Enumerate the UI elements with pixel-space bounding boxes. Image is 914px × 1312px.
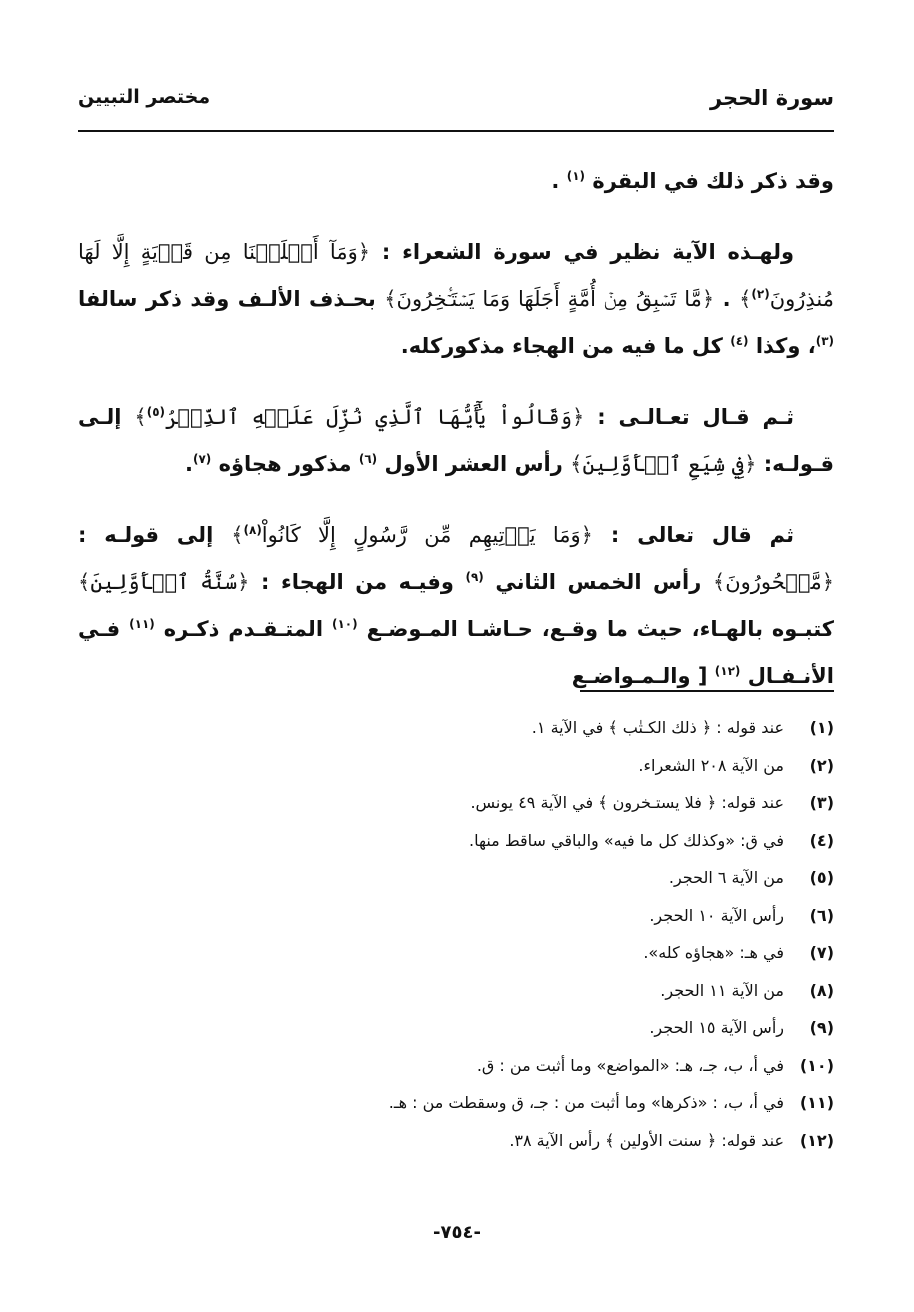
quran-bracket-open-icon: ﴿ — [580, 523, 593, 547]
paragraph-3: ثـم قـال تعـالـى : ﴿وَقَالُواْ يَٰٓأَيُّهَا ٱلَّذِي نُزِّلَ عَلَيۡهِ ٱلذِّكۡرُ$^{(٥)}$﴾ إلـى قـولـه: ﴿فِي شِيَعِ ٱلۡأَوَّلِينَ﴾ رأس العشر الأول $^{(٦)}$ مذكور هجاؤه $^{(٧)}$. — [78, 405, 834, 476]
footnote-ref[interactable]: (٧) — [192, 452, 212, 466]
running-header — [78, 86, 834, 126]
footnote-item: (٤) في ق: «وكذلك كل ما فيه» والباقي ساقط منها. — [469, 830, 834, 850]
quran-bracket-close-icon: ﴾ — [570, 452, 583, 476]
footnote-item: (٨) من الآية ١١ الحجر. — [660, 980, 834, 1000]
footnote-ref[interactable]: (١٠) — [331, 617, 358, 631]
footnote-item: (١٠) في أ، ب، جـ، هـ: «المواضع» وما أثبت من : ق. — [476, 1055, 834, 1075]
quran-bracket-close-icon: ﴾ — [231, 523, 244, 547]
footnote-ref[interactable]: (٢) — [751, 287, 770, 301]
footnote-item: (٢) من الآية ٢٠٨ الشعراء. — [638, 755, 834, 775]
footnote-ref[interactable]: (٤) — [730, 334, 749, 348]
quran-verse: مَّسۡحُورُونَ — [725, 570, 822, 594]
quran-verse: فِي شِيَعِ ٱلۡأَوَّلِينَ — [582, 452, 745, 476]
surah-title: سورة الحجر — [709, 86, 834, 110]
quran-verse: مَّا تَسۡبِقُ مِنۡ أُمَّةٍ أَجَلَهَا وَمَا يَسۡتَـٔۡخِرُونَ — [396, 287, 702, 311]
paragraph-2: ولهـذه الآية نظير في سورة الشعراء : ﴿وَمَآ أَهۡلَكۡنَا مِن قَرۡيَةٍ إِلَّا لَهَا مُنذِرُونَ$^{(٢)}$﴾ . ﴿مَّا تَسۡبِقُ مِنۡ أُمَّةٍ أَجَلَهَا وَمَا يَسۡتَـٔۡخِرُونَ﴾ بحـذف الألـف وقد ذكر سالفا $^{(٣)}$، وكذا $^{(٤)}$ كل ما فيه من الهجاء مذكوركله. — [78, 240, 835, 358]
quran-bracket-open-icon: ﴿ — [572, 405, 585, 429]
footnote-ref[interactable]: (٦) — [358, 452, 378, 466]
footnote-divider — [580, 690, 834, 692]
quran-bracket-open-icon: ﴿ — [237, 570, 250, 594]
footnote-item: (١٢) عند قوله: ﴿ سنت الأولين ﴾ رأس الآية ٣٨. — [509, 1130, 834, 1150]
page-number: -٧٥٤- — [433, 1222, 481, 1243]
main-text — [78, 158, 834, 724]
footnote-item: (٦) رأس الآية ١٠ الحجر. — [649, 905, 834, 925]
footnotes — [78, 709, 834, 1159]
paragraph-1: وقد ذكر ذلك في البقرة $^{(١)}$ . — [551, 169, 834, 193]
paragraph-4: ثم قال تعالى : ﴿وَمَا يَأۡتِيهِم مِّن رَّسُولٍ إِلَّا كَانُواْ$^{(٨)}$﴾ إلى قولـه : ﴿مَّسۡحُورُونَ﴾ رأس الخمس الثاني $^{(٩)}$ وفيـه من الهجاء : ﴿سُنَّةُ ٱلۡأَوَّلِينَ﴾ كتبـوه بالهـاء، حيث ما وقـع، حـاشـا المـوضـع $^{(١٠)}$ المتـقـدم ذكـره $^{(١١)}$ فـي الأنـفـال $^{(١٢)}$ [ والـمـواضـع — [78, 523, 835, 688]
quran-bracket-close-icon: ﴾ — [78, 570, 91, 594]
footnote-item: (٥) من الآية ٦ الحجر. — [668, 868, 834, 887]
quran-bracket-open-icon: ﴿ — [821, 570, 835, 594]
footnote-ref[interactable]: (٨) — [243, 523, 262, 537]
quran-bracket-close-icon: ﴾ — [712, 570, 726, 594]
footnote-item: (١١) في أ، ب، : «ذكرها» وما أثبت من : جـ، ق وسقطت من : هـ. — [388, 1093, 834, 1112]
footnote-ref[interactable]: (١) — [566, 169, 585, 183]
quran-verse: وَمَآ أَهۡلَكۡنَا مِن قَرۡيَةٍ إِلَّا لَهَا مُنذِرُونَ — [78, 240, 835, 311]
quran-bracket-close-icon: ﴾ — [739, 287, 752, 311]
footnote-ref[interactable]: (١١) — [129, 617, 155, 631]
quran-bracket-open-icon: ﴿ — [744, 452, 757, 476]
footnote-ref[interactable]: (٣) — [815, 334, 834, 348]
footnote-item: (٩) رأس الآية ١٥ الحجر. — [649, 1018, 834, 1037]
quran-verse: وَمَا يَأۡتِيهِم مِّن رَّسُولٍ إِلَّا كَانُواْ — [261, 523, 581, 547]
quran-verse: وَقَالُواْ يَٰٓأَيُّهَا ٱلَّذِي نُزِّلَ عَلَيۡهِ ٱلذِّكۡرُ — [165, 405, 573, 429]
footnote-item: (٧) في هـ: «هجاؤه كله». — [643, 943, 834, 962]
quran-bracket-open-icon: ﴿ — [701, 287, 715, 311]
header-divider — [78, 130, 834, 132]
quran-bracket-close-icon: ﴾ — [134, 405, 147, 429]
footnote-ref[interactable]: (١٢) — [714, 664, 741, 678]
footnote-ref[interactable]: (٥) — [146, 405, 166, 419]
footnote-ref[interactable]: (٩) — [465, 570, 484, 584]
footnote-item: (١) عند قوله : ﴿ ذلك الكـتٰب ﴾ في الآية ١. — [531, 718, 834, 737]
book-title: مختصر التبيين — [78, 86, 211, 108]
footnote-item: (٣) عند قوله: ﴿ فلا يستـخرون ﴾ في الآية ٤٩ يونس. — [470, 793, 834, 812]
quran-verse: سُنَّةُ ٱلۡأَوَّلِينَ — [90, 570, 238, 594]
quran-bracket-close-icon: ﴾ — [384, 287, 397, 311]
quran-bracket-open-icon: ﴿ — [357, 240, 371, 264]
